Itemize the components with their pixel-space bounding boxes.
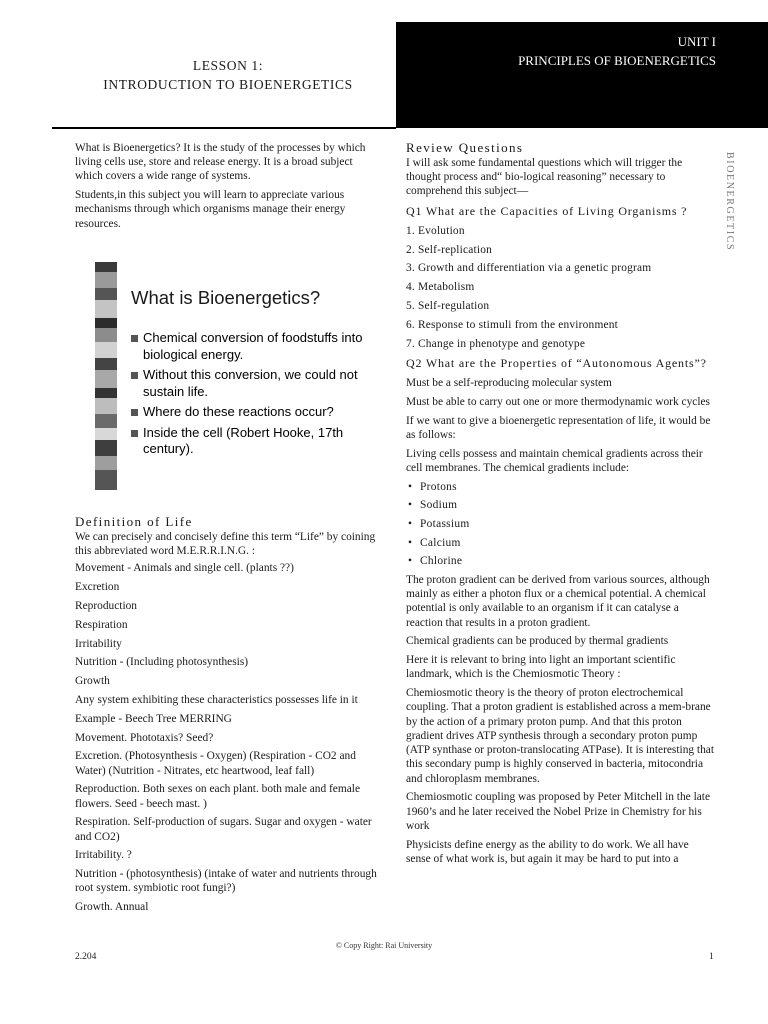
definition-text: Irritability: [75, 637, 122, 650]
definition-text: Reproduction: [75, 600, 138, 612]
definition-text: Growth. Annual: [75, 901, 149, 914]
right-column: [406, 140, 716, 871]
body-paragraph: Must be a self-reproducing molecular system: [406, 376, 612, 389]
definition-text: Movement. Phototaxis? Seed?: [75, 731, 214, 744]
definition-text: Respiration: [75, 618, 128, 631]
list-item: 1. Evolution: [406, 224, 465, 237]
capacities-list: [406, 224, 716, 351]
list-item: 6. Response to stimuli from the environment: [406, 318, 619, 331]
intro-paragraph: Students,in this subject you will learn to appreciate various mechanisms through which organisms manage their energy resources.: [75, 189, 346, 230]
body-paragraph: Chemiosmotic theory is the theory of proton electrochemical coupling. That a proton gradient is established across a mem-brane by the action of a primary proton pump. And that this proton gradient drives ATP synthesis through a secondary proton pump (ATP synthase or proton-translocating ATPase). It is interesting that this secondary pump is highly conserved in bacteria, mitocondria and chloroplasm membranes.: [406, 687, 715, 785]
intro-paragraph: What is Bioenergetics? It is the study of the processes by which living cells use, store and release energy. It is a broad subject which covers a wide range of systems.: [75, 142, 366, 183]
list-item: 5. Self-regulation: [406, 299, 490, 312]
definition-text: Nutrition - (photosynthesis) (intake of water and nutrients through root system. symbiotic root fungi?): [75, 868, 377, 895]
body-paragraph: If we want to give a bioenergetic representation of life, it would be as follows:: [406, 414, 711, 441]
slide-bullet: Where do these reactions occur?: [131, 404, 373, 421]
definition-text: Example - Beech Tree MERRING: [75, 712, 232, 725]
question-1: Q1 What are the Capacities of Living Organisms ?: [406, 204, 688, 219]
left-column: [75, 141, 381, 235]
definition-text: We can precisely and concisely define this term “Life” by coining this abbreviated word M.E.R.R.I.N.G. :: [75, 531, 376, 558]
lesson-header: [60, 56, 396, 94]
list-item: • Chlorine: [406, 554, 716, 568]
slide-bullet: Inside the cell (Robert Hooke, 17th century).: [131, 425, 373, 458]
definition-section: [75, 514, 381, 919]
unit-number: UNIT I: [677, 34, 716, 49]
body-paragraph: The proton gradient can be derived from various sources, although mainly as either a photon flux or a chemical potential. A chemical potential is only available to an organism if it can catalyse a reaction that results in a proton gradient.: [406, 574, 710, 629]
header-rule: [52, 127, 396, 129]
review-heading: Review Questions: [406, 140, 524, 155]
slide-bullet: Chemical conversion of foodstuffs into biological energy.: [131, 330, 373, 363]
list-item: • Protons: [406, 480, 716, 494]
slide-bullet: Without this conversion, we could not sustain life.: [131, 367, 373, 400]
page-code: 2.204: [75, 952, 97, 962]
gradient-list: [406, 480, 716, 569]
unit-title: PRINCIPLES OF BIOENERGETICS: [518, 53, 716, 68]
page-number: 1: [709, 952, 714, 962]
list-item: 2. Self-replication: [406, 243, 493, 256]
list-item: • Potassium: [406, 517, 716, 531]
definition-text: Excretion: [75, 581, 120, 594]
body-paragraph: Living cells possess and maintain chemical gradients across their cell membranes. The chemical gradients include:: [406, 447, 703, 474]
side-label: BIOENERGETICS: [724, 152, 735, 252]
lesson-number: LESSON 1:: [192, 58, 264, 73]
list-item: • Calcium: [406, 536, 716, 550]
definition-text: Reproduction. Both sexes on each plant. both male and female flowers. Seed - beech mast. ): [75, 783, 360, 810]
list-item: 4. Metabolism: [406, 281, 475, 294]
definition-heading: Definition of Life: [75, 514, 193, 529]
body-paragraph: Chemiosmotic coupling was proposed by Peter Mitchell in the late 1960’s and he later received the Nobel Prize in Chemistry for his work: [406, 791, 711, 832]
body-paragraph: Physicists define energy as the ability to do work. We all have sense of what work is, but again it may be hard to put into a: [406, 838, 689, 865]
slide-image: [93, 262, 373, 490]
body-paragraph: Must be able to carry out one or more thermodynamic work cycles: [406, 395, 710, 408]
definition-text: Growth: [75, 675, 110, 688]
slide-title: What is Bioenergetics?: [131, 287, 321, 308]
definition-text: Excretion. (Photosynthesis - Oxygen) (Respiration - CO2 and Water) (Nutrition - Nitrates, etc heartwood, leaf fall): [75, 750, 356, 777]
definition-text: Irritability. ?: [75, 849, 132, 862]
list-item: 7. Change in phenotype and genotype: [406, 337, 586, 350]
definition-text: Nutrition - (Including photosynthesis): [75, 656, 249, 669]
list-item: 3. Growth and differentiation via a genetic program: [406, 262, 652, 275]
copyright: © Copy Right: Rai University: [335, 941, 433, 950]
definition-text: Any system exhibiting these characteristics possesses life in it: [75, 693, 358, 706]
slide-bullet-list: [131, 330, 373, 462]
unit-banner: [396, 22, 768, 128]
review-intro: I will ask some fundamental questions which will trigger the thought process and“ bio-logical reasoning” necessary to comprehend this subject—: [406, 157, 683, 198]
list-item: • Sodium: [406, 498, 716, 512]
definition-text: Movement - Animals and single cell. (plants ??): [75, 562, 294, 575]
definition-text: Respiration. Self-production of sugars. Sugar and oxygen - water and CO2): [75, 816, 372, 843]
lesson-title: INTRODUCTION TO BIOENERGETICS: [103, 77, 353, 92]
question-2: Q2 What are the Properties of “Autonomous Agents”?: [406, 356, 707, 371]
body-paragraph: Here it is relevant to bring into light an important scientific landmark, which is the Chemiosmotic Theory :: [406, 654, 676, 681]
body-paragraph: Chemical gradients can be produced by thermal gradients: [406, 635, 669, 648]
film-strip-decoration: [93, 262, 119, 490]
